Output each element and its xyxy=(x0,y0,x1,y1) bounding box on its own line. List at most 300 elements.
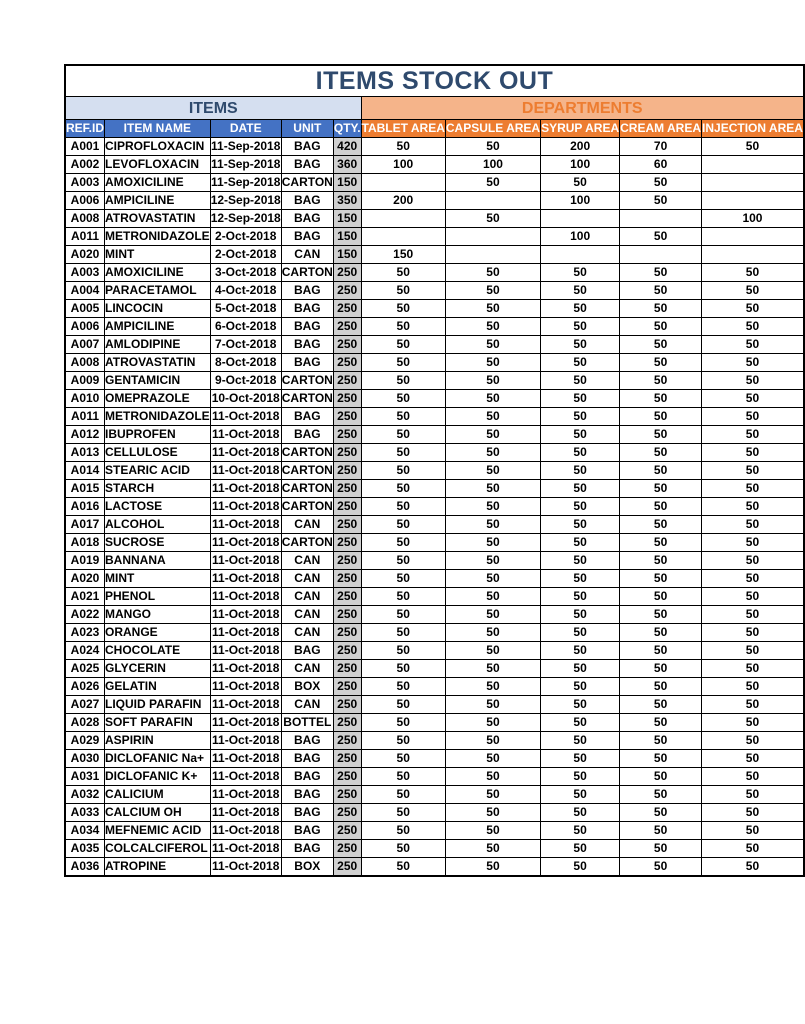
item-name-cell[interactable]: OMEPRAZOLE xyxy=(105,390,211,408)
syrup-area-cell[interactable]: 50 xyxy=(541,606,620,624)
cream-area-cell[interactable]: 50 xyxy=(620,390,702,408)
syrup-area-cell[interactable]: 50 xyxy=(541,462,620,480)
injection-area-cell[interactable]: 50 xyxy=(702,606,804,624)
item-name-cell[interactable]: CIPROFLOXACIN xyxy=(105,138,211,156)
item-name-cell[interactable]: SUCROSE xyxy=(105,534,211,552)
ref-id-cell[interactable]: A032 xyxy=(65,786,105,804)
ref-id-cell[interactable]: A007 xyxy=(65,336,105,354)
injection-area-cell[interactable]: 50 xyxy=(702,732,804,750)
cream-area-cell[interactable]: 50 xyxy=(620,588,702,606)
date-cell[interactable]: 11-Oct-2018 xyxy=(210,660,281,678)
col-syrup-area[interactable]: SYRUP AREA xyxy=(541,120,620,138)
item-name-cell[interactable]: LIQUID PARAFIN xyxy=(105,696,211,714)
date-cell[interactable]: 11-Sep-2018 xyxy=(210,156,281,174)
date-cell[interactable]: 11-Oct-2018 xyxy=(210,732,281,750)
syrup-area-cell[interactable]: 50 xyxy=(541,588,620,606)
ref-id-cell[interactable]: A003 xyxy=(65,264,105,282)
tablet-area-cell[interactable]: 50 xyxy=(361,822,445,840)
ref-id-cell[interactable]: A036 xyxy=(65,858,105,877)
tablet-area-cell[interactable]: 50 xyxy=(361,642,445,660)
unit-cell[interactable]: CARTON xyxy=(281,498,333,516)
tablet-area-cell[interactable]: 50 xyxy=(361,624,445,642)
capsule-area-cell[interactable]: 50 xyxy=(445,624,540,642)
ref-id-cell[interactable]: A008 xyxy=(65,354,105,372)
tablet-area-cell[interactable]: 50 xyxy=(361,606,445,624)
unit-cell[interactable]: CARTON xyxy=(281,174,333,192)
syrup-area-cell[interactable]: 50 xyxy=(541,498,620,516)
date-cell[interactable]: 11-Oct-2018 xyxy=(210,804,281,822)
cream-area-cell[interactable]: 50 xyxy=(620,570,702,588)
item-name-cell[interactable]: SOFT PARAFIN xyxy=(105,714,211,732)
tablet-area-cell[interactable]: 50 xyxy=(361,570,445,588)
capsule-area-cell[interactable]: 50 xyxy=(445,534,540,552)
qty-cell[interactable]: 250 xyxy=(333,498,361,516)
qty-cell[interactable]: 150 xyxy=(333,210,361,228)
tablet-area-cell[interactable]: 150 xyxy=(361,246,445,264)
date-cell[interactable]: 2-Oct-2018 xyxy=(210,228,281,246)
capsule-area-cell[interactable] xyxy=(445,246,540,264)
syrup-area-cell[interactable]: 50 xyxy=(541,786,620,804)
ref-id-cell[interactable]: A020 xyxy=(65,570,105,588)
cream-area-cell[interactable] xyxy=(620,246,702,264)
capsule-area-cell[interactable]: 50 xyxy=(445,570,540,588)
injection-area-cell[interactable]: 50 xyxy=(702,282,804,300)
injection-area-cell[interactable]: 50 xyxy=(702,678,804,696)
item-name-cell[interactable]: MINT xyxy=(105,246,211,264)
cream-area-cell[interactable]: 50 xyxy=(620,462,702,480)
cream-area-cell[interactable]: 50 xyxy=(620,372,702,390)
capsule-area-cell[interactable]: 50 xyxy=(445,552,540,570)
syrup-area-cell[interactable]: 50 xyxy=(541,516,620,534)
tablet-area-cell[interactable]: 50 xyxy=(361,678,445,696)
ref-id-cell[interactable]: A026 xyxy=(65,678,105,696)
capsule-area-cell[interactable]: 50 xyxy=(445,498,540,516)
date-cell[interactable]: 11-Oct-2018 xyxy=(210,768,281,786)
injection-area-cell[interactable]: 50 xyxy=(702,840,804,858)
date-cell[interactable]: 11-Oct-2018 xyxy=(210,606,281,624)
cream-area-cell[interactable]: 50 xyxy=(620,714,702,732)
unit-cell[interactable]: CARTON xyxy=(281,390,333,408)
syrup-area-cell[interactable]: 50 xyxy=(541,840,620,858)
item-name-cell[interactable]: AMOXICILINE xyxy=(105,264,211,282)
qty-cell[interactable]: 250 xyxy=(333,336,361,354)
capsule-area-cell[interactable]: 50 xyxy=(445,210,540,228)
cream-area-cell[interactable]: 50 xyxy=(620,642,702,660)
cream-area-cell[interactable]: 50 xyxy=(620,516,702,534)
ref-id-cell[interactable]: A034 xyxy=(65,822,105,840)
date-cell[interactable]: 11-Oct-2018 xyxy=(210,678,281,696)
unit-cell[interactable]: CAN xyxy=(281,606,333,624)
injection-area-cell[interactable]: 50 xyxy=(702,750,804,768)
syrup-area-cell[interactable]: 50 xyxy=(541,696,620,714)
cream-area-cell[interactable]: 50 xyxy=(620,534,702,552)
unit-cell[interactable]: CARTON xyxy=(281,462,333,480)
cream-area-cell[interactable]: 50 xyxy=(620,696,702,714)
capsule-area-cell[interactable]: 50 xyxy=(445,732,540,750)
cream-area-cell[interactable]: 50 xyxy=(620,192,702,210)
syrup-area-cell[interactable]: 100 xyxy=(541,228,620,246)
item-name-cell[interactable]: ALCOHOL xyxy=(105,516,211,534)
ref-id-cell[interactable]: A014 xyxy=(65,462,105,480)
injection-area-cell[interactable]: 50 xyxy=(702,444,804,462)
ref-id-cell[interactable]: A029 xyxy=(65,732,105,750)
qty-cell[interactable]: 250 xyxy=(333,354,361,372)
ref-id-cell[interactable]: A002 xyxy=(65,156,105,174)
unit-cell[interactable]: BAG xyxy=(281,750,333,768)
tablet-area-cell[interactable]: 50 xyxy=(361,768,445,786)
cream-area-cell[interactable]: 50 xyxy=(620,498,702,516)
ref-id-cell[interactable]: A008 xyxy=(65,210,105,228)
item-name-cell[interactable]: GENTAMICIN xyxy=(105,372,211,390)
tablet-area-cell[interactable]: 50 xyxy=(361,336,445,354)
ref-id-cell[interactable]: A011 xyxy=(65,408,105,426)
tablet-area-cell[interactable]: 50 xyxy=(361,318,445,336)
capsule-area-cell[interactable]: 50 xyxy=(445,660,540,678)
unit-cell[interactable]: CAN xyxy=(281,516,333,534)
ref-id-cell[interactable]: A024 xyxy=(65,642,105,660)
tablet-area-cell[interactable]: 50 xyxy=(361,300,445,318)
tablet-area-cell[interactable]: 50 xyxy=(361,552,445,570)
col-unit[interactable]: UNIT xyxy=(281,120,333,138)
item-name-cell[interactable]: GELATIN xyxy=(105,678,211,696)
date-cell[interactable]: 11-Oct-2018 xyxy=(210,714,281,732)
capsule-area-cell[interactable]: 50 xyxy=(445,786,540,804)
unit-cell[interactable]: BAG xyxy=(281,228,333,246)
ref-id-cell[interactable]: A017 xyxy=(65,516,105,534)
qty-cell[interactable]: 150 xyxy=(333,246,361,264)
syrup-area-cell[interactable]: 50 xyxy=(541,390,620,408)
tablet-area-cell[interactable] xyxy=(361,210,445,228)
unit-cell[interactable]: BAG xyxy=(281,192,333,210)
qty-cell[interactable]: 250 xyxy=(333,732,361,750)
tablet-area-cell[interactable]: 50 xyxy=(361,660,445,678)
syrup-area-cell[interactable]: 100 xyxy=(541,192,620,210)
injection-area-cell[interactable]: 50 xyxy=(702,570,804,588)
date-cell[interactable]: 5-Oct-2018 xyxy=(210,300,281,318)
item-name-cell[interactable]: ATROVASTATIN xyxy=(105,354,211,372)
injection-area-cell[interactable]: 50 xyxy=(702,408,804,426)
qty-cell[interactable]: 250 xyxy=(333,822,361,840)
unit-cell[interactable]: CARTON xyxy=(281,372,333,390)
ref-id-cell[interactable]: A022 xyxy=(65,606,105,624)
unit-cell[interactable]: CAN xyxy=(281,660,333,678)
tablet-area-cell[interactable]: 50 xyxy=(361,264,445,282)
ref-id-cell[interactable]: A009 xyxy=(65,372,105,390)
item-name-cell[interactable]: PHENOL xyxy=(105,588,211,606)
injection-area-cell[interactable]: 50 xyxy=(702,462,804,480)
tablet-area-cell[interactable]: 50 xyxy=(361,804,445,822)
capsule-area-cell[interactable]: 50 xyxy=(445,480,540,498)
date-cell[interactable]: 11-Oct-2018 xyxy=(210,696,281,714)
qty-cell[interactable]: 150 xyxy=(333,228,361,246)
syrup-area-cell[interactable]: 50 xyxy=(541,336,620,354)
cream-area-cell[interactable]: 50 xyxy=(620,480,702,498)
unit-cell[interactable]: BAG xyxy=(281,408,333,426)
date-cell[interactable]: 11-Oct-2018 xyxy=(210,642,281,660)
date-cell[interactable]: 11-Sep-2018 xyxy=(210,138,281,156)
unit-cell[interactable]: BAG xyxy=(281,210,333,228)
date-cell[interactable]: 11-Oct-2018 xyxy=(210,498,281,516)
qty-cell[interactable]: 250 xyxy=(333,642,361,660)
injection-area-cell[interactable]: 50 xyxy=(702,426,804,444)
date-cell[interactable]: 12-Sep-2018 xyxy=(210,192,281,210)
ref-id-cell[interactable]: A006 xyxy=(65,318,105,336)
qty-cell[interactable]: 250 xyxy=(333,426,361,444)
ref-id-cell[interactable]: A013 xyxy=(65,444,105,462)
item-name-cell[interactable]: CHOCOLATE xyxy=(105,642,211,660)
qty-cell[interactable]: 350 xyxy=(333,192,361,210)
injection-area-cell[interactable]: 50 xyxy=(702,498,804,516)
item-name-cell[interactable]: PARACETAMOL xyxy=(105,282,211,300)
syrup-area-cell[interactable]: 200 xyxy=(541,138,620,156)
cream-area-cell[interactable]: 50 xyxy=(620,336,702,354)
qty-cell[interactable]: 250 xyxy=(333,678,361,696)
item-name-cell[interactable]: ATROPINE xyxy=(105,858,211,877)
capsule-area-cell[interactable]: 50 xyxy=(445,462,540,480)
syrup-area-cell[interactable]: 50 xyxy=(541,660,620,678)
syrup-area-cell[interactable]: 50 xyxy=(541,174,620,192)
unit-cell[interactable]: CAN xyxy=(281,570,333,588)
col-date[interactable]: DATE xyxy=(210,120,281,138)
ref-id-cell[interactable]: A035 xyxy=(65,840,105,858)
qty-cell[interactable]: 250 xyxy=(333,408,361,426)
cream-area-cell[interactable]: 50 xyxy=(620,624,702,642)
syrup-area-cell[interactable]: 50 xyxy=(541,570,620,588)
cream-area-cell[interactable]: 50 xyxy=(620,282,702,300)
syrup-area-cell[interactable]: 50 xyxy=(541,858,620,877)
qty-cell[interactable]: 250 xyxy=(333,786,361,804)
syrup-area-cell[interactable]: 50 xyxy=(541,354,620,372)
capsule-area-cell[interactable]: 50 xyxy=(445,822,540,840)
tablet-area-cell[interactable]: 50 xyxy=(361,498,445,516)
col-injection-area[interactable]: INJECTION AREA xyxy=(702,120,804,138)
cream-area-cell[interactable]: 50 xyxy=(620,858,702,877)
tablet-area-cell[interactable]: 50 xyxy=(361,408,445,426)
qty-cell[interactable]: 250 xyxy=(333,696,361,714)
syrup-area-cell[interactable]: 50 xyxy=(541,480,620,498)
date-cell[interactable]: 11-Oct-2018 xyxy=(210,570,281,588)
unit-cell[interactable]: CAN xyxy=(281,624,333,642)
tablet-area-cell[interactable]: 50 xyxy=(361,138,445,156)
injection-area-cell[interactable]: 50 xyxy=(702,786,804,804)
qty-cell[interactable]: 250 xyxy=(333,390,361,408)
unit-cell[interactable]: BAG xyxy=(281,840,333,858)
capsule-area-cell[interactable]: 50 xyxy=(445,336,540,354)
cream-area-cell[interactable]: 50 xyxy=(620,228,702,246)
injection-area-cell[interactable] xyxy=(702,192,804,210)
capsule-area-cell[interactable]: 50 xyxy=(445,138,540,156)
injection-area-cell[interactable]: 100 xyxy=(702,210,804,228)
ref-id-cell[interactable]: A010 xyxy=(65,390,105,408)
qty-cell[interactable]: 250 xyxy=(333,588,361,606)
date-cell[interactable]: 11-Oct-2018 xyxy=(210,480,281,498)
item-name-cell[interactable]: BANNANA xyxy=(105,552,211,570)
injection-area-cell[interactable] xyxy=(702,174,804,192)
item-name-cell[interactable]: IBUPROFEN xyxy=(105,426,211,444)
unit-cell[interactable]: CARTON xyxy=(281,480,333,498)
tablet-area-cell[interactable]: 50 xyxy=(361,462,445,480)
injection-area-cell[interactable] xyxy=(702,156,804,174)
qty-cell[interactable]: 150 xyxy=(333,174,361,192)
injection-area-cell[interactable]: 50 xyxy=(702,318,804,336)
qty-cell[interactable]: 250 xyxy=(333,282,361,300)
injection-area-cell[interactable]: 50 xyxy=(702,768,804,786)
injection-area-cell[interactable]: 50 xyxy=(702,300,804,318)
injection-area-cell[interactable] xyxy=(702,246,804,264)
unit-cell[interactable]: BAG xyxy=(281,786,333,804)
unit-cell[interactable]: BAG xyxy=(281,768,333,786)
item-name-cell[interactable]: COLCALCIFEROL xyxy=(105,840,211,858)
ref-id-cell[interactable]: A027 xyxy=(65,696,105,714)
capsule-area-cell[interactable]: 50 xyxy=(445,642,540,660)
injection-area-cell[interactable]: 50 xyxy=(702,588,804,606)
syrup-area-cell[interactable]: 50 xyxy=(541,624,620,642)
capsule-area-cell[interactable]: 50 xyxy=(445,300,540,318)
date-cell[interactable]: 7-Oct-2018 xyxy=(210,336,281,354)
syrup-area-cell[interactable]: 50 xyxy=(541,678,620,696)
qty-cell[interactable]: 250 xyxy=(333,534,361,552)
date-cell[interactable]: 11-Oct-2018 xyxy=(210,786,281,804)
tablet-area-cell[interactable] xyxy=(361,174,445,192)
unit-cell[interactable]: BAG xyxy=(281,732,333,750)
qty-cell[interactable]: 250 xyxy=(333,606,361,624)
tablet-area-cell[interactable]: 50 xyxy=(361,354,445,372)
cream-area-cell[interactable]: 50 xyxy=(620,300,702,318)
capsule-area-cell[interactable]: 50 xyxy=(445,678,540,696)
capsule-area-cell[interactable] xyxy=(445,192,540,210)
injection-area-cell[interactable]: 50 xyxy=(702,534,804,552)
item-name-cell[interactable]: AMLODIPINE xyxy=(105,336,211,354)
date-cell[interactable]: 12-Sep-2018 xyxy=(210,210,281,228)
cream-area-cell[interactable]: 50 xyxy=(620,174,702,192)
capsule-area-cell[interactable]: 50 xyxy=(445,444,540,462)
injection-area-cell[interactable]: 50 xyxy=(702,264,804,282)
date-cell[interactable]: 11-Oct-2018 xyxy=(210,840,281,858)
date-cell[interactable]: 2-Oct-2018 xyxy=(210,246,281,264)
syrup-area-cell[interactable] xyxy=(541,210,620,228)
cream-area-cell[interactable]: 50 xyxy=(620,606,702,624)
ref-id-cell[interactable]: A030 xyxy=(65,750,105,768)
ref-id-cell[interactable]: A020 xyxy=(65,246,105,264)
date-cell[interactable]: 8-Oct-2018 xyxy=(210,354,281,372)
unit-cell[interactable]: CAN xyxy=(281,696,333,714)
cream-area-cell[interactable]: 60 xyxy=(620,156,702,174)
injection-area-cell[interactable]: 50 xyxy=(702,804,804,822)
syrup-area-cell[interactable]: 50 xyxy=(541,732,620,750)
ref-id-cell[interactable]: A019 xyxy=(65,552,105,570)
syrup-area-cell[interactable]: 50 xyxy=(541,768,620,786)
cream-area-cell[interactable]: 50 xyxy=(620,444,702,462)
item-name-cell[interactable]: LACTOSE xyxy=(105,498,211,516)
date-cell[interactable]: 11-Oct-2018 xyxy=(210,750,281,768)
item-name-cell[interactable]: LINCOCIN xyxy=(105,300,211,318)
injection-area-cell[interactable]: 50 xyxy=(702,480,804,498)
cream-area-cell[interactable]: 70 xyxy=(620,138,702,156)
unit-cell[interactable]: CAN xyxy=(281,552,333,570)
col-cream-area[interactable]: CREAM AREA xyxy=(620,120,702,138)
item-name-cell[interactable]: MEFNEMIC ACID xyxy=(105,822,211,840)
cream-area-cell[interactable]: 50 xyxy=(620,426,702,444)
qty-cell[interactable]: 360 xyxy=(333,156,361,174)
tablet-area-cell[interactable]: 50 xyxy=(361,588,445,606)
date-cell[interactable]: 11-Oct-2018 xyxy=(210,822,281,840)
cream-area-cell[interactable]: 50 xyxy=(620,804,702,822)
date-cell[interactable]: 9-Oct-2018 xyxy=(210,372,281,390)
cream-area-cell[interactable] xyxy=(620,210,702,228)
tablet-area-cell[interactable]: 50 xyxy=(361,372,445,390)
injection-area-cell[interactable]: 50 xyxy=(702,858,804,877)
qty-cell[interactable]: 250 xyxy=(333,714,361,732)
item-name-cell[interactable]: ASPIRIN xyxy=(105,732,211,750)
syrup-area-cell[interactable]: 50 xyxy=(541,822,620,840)
cream-area-cell[interactable]: 50 xyxy=(620,840,702,858)
capsule-area-cell[interactable]: 50 xyxy=(445,606,540,624)
qty-cell[interactable]: 250 xyxy=(333,462,361,480)
cream-area-cell[interactable]: 50 xyxy=(620,354,702,372)
capsule-area-cell[interactable]: 50 xyxy=(445,840,540,858)
injection-area-cell[interactable]: 50 xyxy=(702,138,804,156)
item-name-cell[interactable]: MANGO xyxy=(105,606,211,624)
tablet-area-cell[interactable]: 50 xyxy=(361,858,445,877)
injection-area-cell[interactable]: 50 xyxy=(702,372,804,390)
tablet-area-cell[interactable]: 50 xyxy=(361,282,445,300)
ref-id-cell[interactable]: A018 xyxy=(65,534,105,552)
capsule-area-cell[interactable]: 50 xyxy=(445,516,540,534)
ref-id-cell[interactable]: A028 xyxy=(65,714,105,732)
item-name-cell[interactable]: ORANGE xyxy=(105,624,211,642)
item-name-cell[interactable]: ATROVASTATIN xyxy=(105,210,211,228)
col-item-name[interactable]: ITEM NAME xyxy=(105,120,211,138)
tablet-area-cell[interactable]: 50 xyxy=(361,696,445,714)
capsule-area-cell[interactable]: 50 xyxy=(445,408,540,426)
ref-id-cell[interactable]: A012 xyxy=(65,426,105,444)
item-name-cell[interactable]: CALICIUM xyxy=(105,786,211,804)
injection-area-cell[interactable]: 50 xyxy=(702,624,804,642)
ref-id-cell[interactable]: A006 xyxy=(65,192,105,210)
cream-area-cell[interactable]: 50 xyxy=(620,768,702,786)
ref-id-cell[interactable]: A001 xyxy=(65,138,105,156)
syrup-area-cell[interactable]: 50 xyxy=(541,642,620,660)
qty-cell[interactable]: 250 xyxy=(333,660,361,678)
injection-area-cell[interactable]: 50 xyxy=(702,354,804,372)
item-name-cell[interactable]: DICLOFANIC Na+ xyxy=(105,750,211,768)
date-cell[interactable]: 11-Oct-2018 xyxy=(210,426,281,444)
qty-cell[interactable]: 250 xyxy=(333,570,361,588)
qty-cell[interactable]: 250 xyxy=(333,552,361,570)
capsule-area-cell[interactable]: 50 xyxy=(445,588,540,606)
syrup-area-cell[interactable]: 100 xyxy=(541,156,620,174)
capsule-area-cell[interactable]: 50 xyxy=(445,768,540,786)
unit-cell[interactable]: BAG xyxy=(281,426,333,444)
tablet-area-cell[interactable]: 50 xyxy=(361,480,445,498)
unit-cell[interactable]: BOX xyxy=(281,858,333,877)
date-cell[interactable]: 4-Oct-2018 xyxy=(210,282,281,300)
syrup-area-cell[interactable]: 50 xyxy=(541,300,620,318)
date-cell[interactable]: 11-Oct-2018 xyxy=(210,858,281,877)
injection-area-cell[interactable]: 50 xyxy=(702,714,804,732)
item-name-cell[interactable]: MINT xyxy=(105,570,211,588)
syrup-area-cell[interactable]: 50 xyxy=(541,552,620,570)
unit-cell[interactable]: BAG xyxy=(281,156,333,174)
col-capsule-area[interactable]: CAPSULE AREA xyxy=(445,120,540,138)
cream-area-cell[interactable]: 50 xyxy=(620,822,702,840)
syrup-area-cell[interactable]: 50 xyxy=(541,264,620,282)
date-cell[interactable]: 10-Oct-2018 xyxy=(210,390,281,408)
item-name-cell[interactable]: GLYCERIN xyxy=(105,660,211,678)
qty-cell[interactable]: 250 xyxy=(333,480,361,498)
cream-area-cell[interactable]: 50 xyxy=(620,660,702,678)
capsule-area-cell[interactable]: 50 xyxy=(445,696,540,714)
